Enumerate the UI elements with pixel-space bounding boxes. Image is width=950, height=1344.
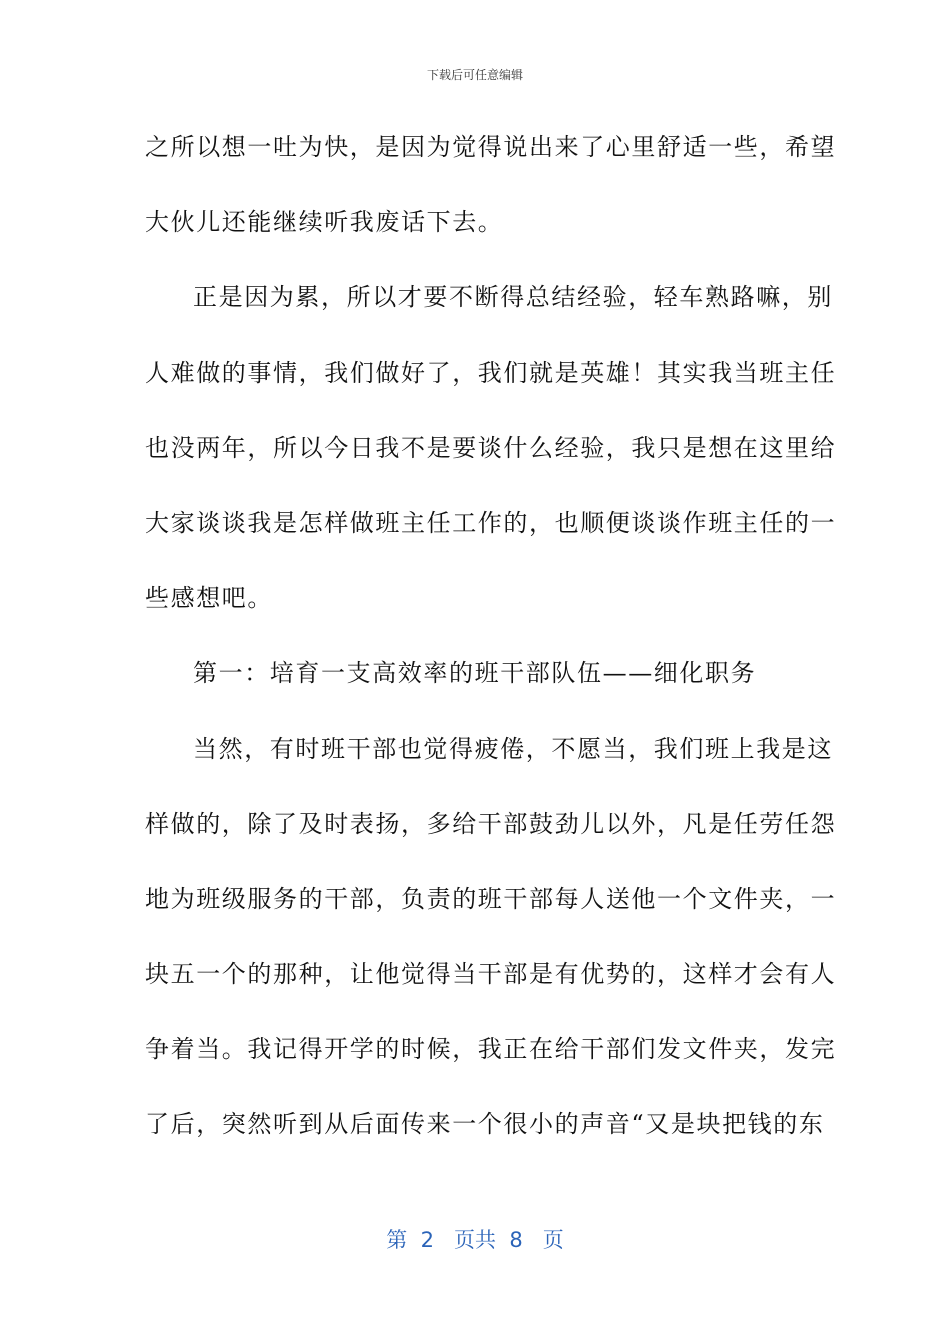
page-number: 第 2 页共 8 页 [386,1228,564,1252]
page-footer [0,1224,950,1254]
page-header-note: 下载后可任意编辑 [426,68,523,82]
body-line: 些感想吧。 [145,584,273,613]
body-line: 争着当。我记得开学的时候，我正在给干部们发文件夹，发完 [145,1035,837,1064]
body-line: 样做的，除了及时表扬，多给干部鼓劲儿以外，凡是任劳任怨 [145,809,837,838]
body-line: 大家谈谈我是怎样做班主任工作的，也顺便谈谈作班主任的一 [145,508,837,537]
body-line: 也没两年，所以今日我不是要谈什么经验，我只是想在这里给 [145,433,837,462]
body-line: 正是因为累，所以才要不断得总结经验，轻车熟路嘛，别 [193,283,833,312]
body-line: 大伙儿还能继续听我废话下去。 [145,208,504,237]
body-line: 地为班级服务的干部，负责的班干部每人送他一个文件夹，一 [145,884,837,913]
body-line: 人难做的事情，我们做好了，我们就是英雄！其实我当班主任 [145,358,837,387]
body-line: 当然，有时班干部也觉得疲倦，不愿当，我们班上我是这 [193,734,833,763]
document-body [145,110,837,1163]
body-line: 块五一个的那种，让他觉得当干部是有优势的，这样才会有人 [145,960,837,989]
section-heading: 第一：培育一支高效率的班干部队伍——细化职务 [193,659,757,688]
body-line: 了后，突然听到从后面传来一个很小的声音“又是块把钱的东 [145,1110,825,1139]
body-line: 之所以想一吐为快，是因为觉得说出来了心里舒适一些，希望 [145,133,837,161]
